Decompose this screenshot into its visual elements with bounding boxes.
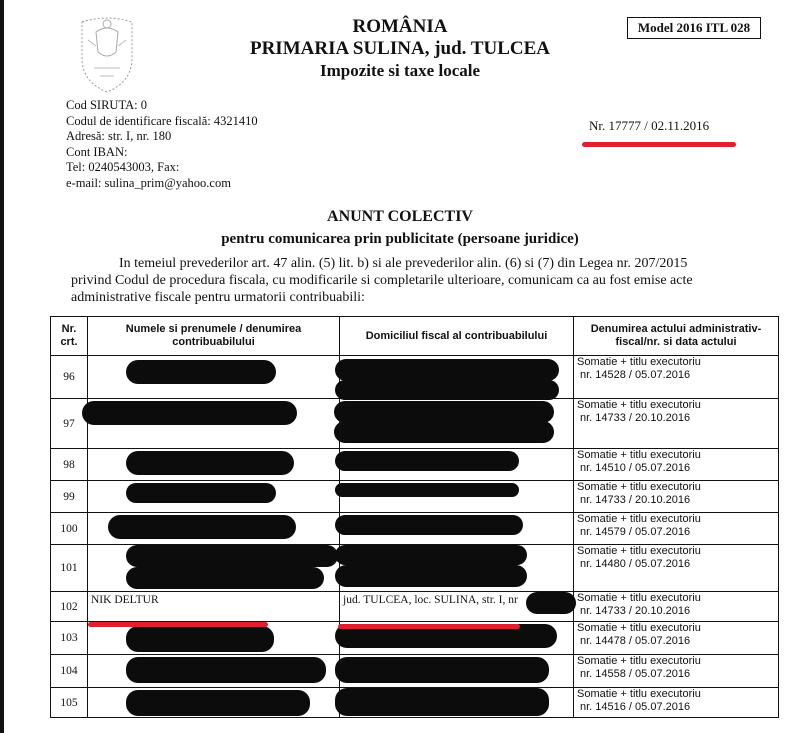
taxpayer-name <box>88 513 340 545</box>
redaction-block <box>335 483 519 497</box>
act-type: Somatie + titlu executoriu <box>577 356 701 368</box>
contact-line: Tel: 0240543003, Fax: <box>66 160 180 174</box>
contact-line: e-mail: sulina_prim@yahoo.com <box>66 175 231 190</box>
redaction-block <box>126 657 326 683</box>
redaction-block <box>126 451 294 475</box>
taxpayer-name <box>88 481 340 513</box>
taxpayer-name <box>88 356 340 399</box>
contact-line: Codul de identificare fiscală: 4321410 <box>66 113 258 128</box>
row-number: 103 <box>51 622 88 655</box>
act-cell <box>574 688 779 718</box>
act-cell <box>574 655 779 688</box>
act-cell <box>574 545 779 592</box>
row-number: 96 <box>51 356 88 399</box>
table-row <box>51 399 779 449</box>
redaction-block <box>126 483 276 503</box>
act-cell <box>574 513 779 545</box>
fiscal-address <box>340 399 574 449</box>
department-title: Impozite si taxe locale <box>319 61 481 80</box>
col-header-address: Domiciliul fiscal al contribuabilului <box>340 317 574 356</box>
act-type: Somatie + titlu executoriu <box>577 688 701 700</box>
contact-line: Adresă: str. I, nr. 180 <box>66 129 172 143</box>
fiscal-address <box>340 481 574 513</box>
redaction-block <box>126 567 324 589</box>
act-type: Somatie + titlu executoriu <box>577 449 701 461</box>
table-row <box>51 688 779 718</box>
redaction-block <box>335 657 549 683</box>
page-edge <box>0 0 4 733</box>
highlight-underline <box>582 142 736 147</box>
table-row <box>51 449 779 481</box>
act-cell <box>574 592 779 622</box>
redaction-block <box>126 545 338 567</box>
redaction-block <box>335 359 559 381</box>
act-type: Somatie + titlu executoriu <box>577 655 701 667</box>
contact-line: Cod SIRUTA: 0 <box>66 98 147 112</box>
act-number: nr. 14733 / 20.10.2016 <box>580 412 691 424</box>
redaction-block <box>335 688 549 716</box>
fiscal-address <box>340 449 574 481</box>
act-type: Somatie + titlu executoriu <box>577 622 701 634</box>
redaction-block <box>335 515 523 535</box>
act-type: Somatie + titlu executoriu <box>577 513 701 525</box>
redaction-block <box>108 515 296 539</box>
institution-title: PRIMARIA SULINA, jud. TULCEA <box>249 38 550 59</box>
act-number: nr. 14480 / 05.07.2016 <box>580 558 691 570</box>
act-number: nr. 14579 / 05.07.2016 <box>580 526 691 538</box>
intro-paragraph <box>71 255 775 306</box>
intro-line: administrative fiscale pentru urmatorii contribuabili: <box>71 290 365 305</box>
row-number: 101 <box>51 545 88 592</box>
col-header-act: Denumirea actului administrativ-fiscal/nr. si data actului <box>574 317 779 356</box>
col-header-name: Numele si prenumele / denumirea contribuabilului <box>88 317 340 356</box>
act-cell <box>574 399 779 449</box>
act-type: Somatie + titlu executoriu <box>577 399 701 411</box>
contact-block <box>66 98 258 191</box>
act-number: nr. 14510 / 05.07.2016 <box>580 462 691 474</box>
col-header-nr: Nr. crt. <box>51 317 88 356</box>
act-number: nr. 14516 / 05.07.2016 <box>580 701 691 713</box>
row-number: 100 <box>51 513 88 545</box>
act-type: Somatie + titlu executoriu <box>577 545 701 557</box>
taxpayer-name <box>88 399 340 449</box>
act-number: nr. 14478 / 05.07.2016 <box>580 635 691 647</box>
taxpayer-table <box>50 316 779 718</box>
row-number: 97 <box>51 399 88 449</box>
act-cell <box>574 449 779 481</box>
fiscal-address: jud. TULCEA, loc. SULINA, str. I, nr <box>340 592 574 622</box>
fiscal-address <box>340 356 574 399</box>
table-row <box>51 545 779 592</box>
intro-line: privind Codul de procedura fiscala, cu modificarile si completarile ulterioare, comunicam ca au fost emise acte <box>71 273 693 288</box>
taxpayer-name <box>88 655 340 688</box>
country-title: ROMÂNIA <box>352 16 448 37</box>
redaction-block <box>526 592 576 614</box>
act-cell <box>574 356 779 399</box>
act-type: Somatie + titlu executoriu <box>577 481 701 493</box>
notice-title: ANUNT COLECTIV <box>327 208 473 225</box>
table-row <box>51 481 779 513</box>
table-header-row <box>51 317 779 356</box>
redaction-block <box>335 380 559 400</box>
redaction-block <box>334 401 554 423</box>
act-cell <box>574 622 779 655</box>
act-number: nr. 14733 / 20.10.2016 <box>580 605 691 617</box>
table-row <box>51 356 779 399</box>
redaction-block <box>126 690 310 716</box>
redaction-block <box>335 545 527 565</box>
highlight-underline <box>88 622 268 627</box>
row-number: 105 <box>51 688 88 718</box>
table-row <box>51 655 779 688</box>
fiscal-address <box>340 655 574 688</box>
intro-line: In temeiul prevederilor art. 47 alin. (5) lit. b) si ale prevederilor alin. (6) si (7) din Legea nr. 207/2015 <box>119 256 688 271</box>
taxpayer-name <box>88 545 340 592</box>
taxpayer-name <box>88 688 340 718</box>
table-row <box>51 513 779 545</box>
highlight-underline <box>338 624 520 629</box>
redaction-block <box>335 565 527 587</box>
contact-line: Cont IBAN: <box>66 144 128 159</box>
model-badge: Model 2016 ITL 028 <box>627 17 761 39</box>
redaction-block <box>126 626 274 652</box>
row-number: 98 <box>51 449 88 481</box>
row-number: 99 <box>51 481 88 513</box>
fiscal-address <box>340 513 574 545</box>
redaction-block <box>335 451 519 471</box>
act-cell <box>574 481 779 513</box>
redaction-block <box>126 360 276 384</box>
table-row <box>51 592 779 622</box>
act-type: Somatie + titlu executoriu <box>577 592 701 604</box>
notice-subtitle: pentru comunicarea prin publicitate (persoane juridice) <box>221 231 579 247</box>
row-number: 102 <box>51 592 88 622</box>
row-number: 104 <box>51 655 88 688</box>
redaction-block <box>334 421 554 443</box>
act-number: nr. 14528 / 05.07.2016 <box>580 369 691 381</box>
taxpayer-name: NIK DELTUR <box>88 592 340 622</box>
taxpayer-name <box>88 449 340 481</box>
act-number: nr. 14558 / 05.07.2016 <box>580 668 691 680</box>
fiscal-address <box>340 545 574 592</box>
redaction-block <box>82 401 297 425</box>
document-number: Nr. 17777 / 02.11.2016 <box>589 118 710 133</box>
act-number: nr. 14733 / 20.10.2016 <box>580 494 691 506</box>
fiscal-address <box>340 688 574 718</box>
